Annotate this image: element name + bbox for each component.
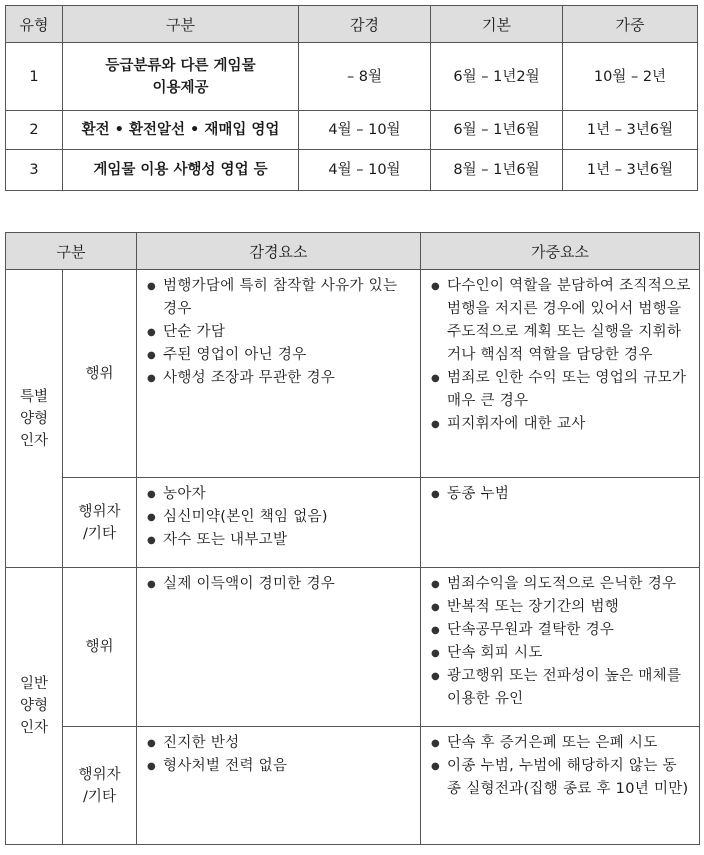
- table-row: [6, 270, 700, 478]
- header-category: 구분: [6, 233, 137, 270]
- header-mitigating: 감경요소: [137, 233, 421, 270]
- aggravating-factors-cell: [421, 727, 700, 845]
- header-category: 구분: [63, 6, 299, 43]
- factor-subcategory-label: 행위: [63, 270, 137, 478]
- list-item: ● 범죄로 인한 수익 또는 영업의 규모가 매우 큰 경우: [431, 367, 691, 413]
- factor-subcategory-label: 행위자 /기타: [63, 727, 137, 845]
- mitigated-cell: 4월 – 10월: [299, 150, 431, 191]
- basic-cell: 6월 – 1년6월: [431, 111, 563, 150]
- factor-group-label: 일반 양형 인자: [6, 568, 63, 845]
- mitigating-factor-list: [137, 478, 420, 556]
- header-aggravated: 가중: [563, 6, 698, 43]
- aggravating-factors-cell: [421, 568, 700, 727]
- aggravating-factor-list: [421, 727, 699, 805]
- mitigated-cell: – 8월: [299, 43, 431, 111]
- list-item: ● 광고행위 또는 전파성이 높은 매체를 이용한 유인: [431, 665, 691, 711]
- list-item: ● 자수 또는 내부고발: [147, 529, 412, 552]
- category-cell: 게임물 이용 사행성 영업 등: [63, 150, 299, 191]
- category-cell: 환전 • 환전알선 • 재매입 영업: [63, 111, 299, 150]
- mitigating-factors-cell: [137, 478, 421, 568]
- mitigating-factor-list: [137, 568, 420, 600]
- list-item: ● 단순 가담: [147, 321, 412, 344]
- aggravated-cell: 10월 – 2년: [563, 43, 698, 111]
- list-item: ● 심신미약(본인 책임 없음): [147, 506, 412, 529]
- list-item: ● 단속공무원과 결탁한 경우: [431, 619, 691, 642]
- list-item: ● 반복적 또는 장기간의 범행: [431, 596, 691, 619]
- type-cell: 3: [6, 150, 63, 191]
- list-item: ● 사행성 조장과 무관한 경우: [147, 367, 412, 390]
- aggravating-factor-list: [421, 478, 699, 510]
- list-item: ● 범행가담에 특히 참작할 사유가 있는 경우: [147, 275, 412, 321]
- factor-subcategory-label: 행위: [63, 568, 137, 727]
- list-item: ● 진지한 반성: [147, 732, 412, 755]
- mitigating-factors-cell: [137, 270, 421, 478]
- table-row: [6, 568, 700, 727]
- sentencing-range-table: [5, 5, 698, 191]
- list-item: ● 실제 이득액이 경미한 경우: [147, 573, 412, 596]
- table-row: [6, 478, 700, 568]
- mitigating-factor-list: [137, 270, 420, 394]
- header-aggravating: 가중요소: [421, 233, 700, 270]
- table-row: [6, 150, 698, 191]
- mitigating-factor-list: [137, 727, 420, 782]
- list-item: ● 형사처벌 전력 없음: [147, 755, 412, 778]
- type-cell: 2: [6, 111, 63, 150]
- category-cell: 등급분류와 다른 게임물 이용제공: [63, 43, 299, 111]
- table-header-row: [6, 233, 700, 270]
- aggravating-factors-cell: [421, 478, 700, 568]
- basic-cell: 6월 – 1년2월: [431, 43, 563, 111]
- header-basic: 기본: [431, 6, 563, 43]
- list-item: ● 동종 누범: [431, 483, 691, 506]
- list-item: ● 범죄수익을 의도적으로 은닉한 경우: [431, 573, 691, 596]
- mitigating-factors-cell: [137, 568, 421, 727]
- aggravating-factor-list: [421, 270, 699, 440]
- list-item: ● 농아자: [147, 483, 412, 506]
- factor-subcategory-label: 행위자 /기타: [63, 478, 137, 568]
- mitigating-factors-cell: [137, 727, 421, 845]
- header-mitigated: 감경: [299, 6, 431, 43]
- aggravated-cell: 1년 – 3년6월: [563, 150, 698, 191]
- aggravated-cell: 1년 – 3년6월: [563, 111, 698, 150]
- factor-group-label: 특별 양형 인자: [6, 270, 63, 568]
- list-item: ● 이종 누범, 누범에 해당하지 않는 동종 실형전과(집행 종료 후 10년 미만): [431, 755, 691, 801]
- table-row: [6, 43, 698, 111]
- list-item: ● 단속 회피 시도: [431, 642, 691, 665]
- header-type: 유형: [6, 6, 63, 43]
- table-row: [6, 727, 700, 845]
- list-item: ● 피지휘자에 대한 교사: [431, 413, 691, 436]
- aggravating-factors-cell: [421, 270, 700, 478]
- list-item: ● 다수인이 역할을 분담하여 조직적으로 범행을 저지른 경우에 있어서 범행을 주도적으로 계획 또는 실행을 지휘하거나 핵심적 역할을 담당한 경우: [431, 275, 691, 367]
- aggravating-factor-list: [421, 568, 699, 715]
- list-item: ● 단속 후 증거은폐 또는 은폐 시도: [431, 732, 691, 755]
- list-item: ● 주된 영업이 아닌 경우: [147, 344, 412, 367]
- type-cell: 1: [6, 43, 63, 111]
- basic-cell: 8월 – 1년6월: [431, 150, 563, 191]
- sentencing-factors-table: [5, 232, 700, 845]
- table-header-row: [6, 6, 698, 43]
- mitigated-cell: 4월 – 10월: [299, 111, 431, 150]
- table-row: [6, 111, 698, 150]
